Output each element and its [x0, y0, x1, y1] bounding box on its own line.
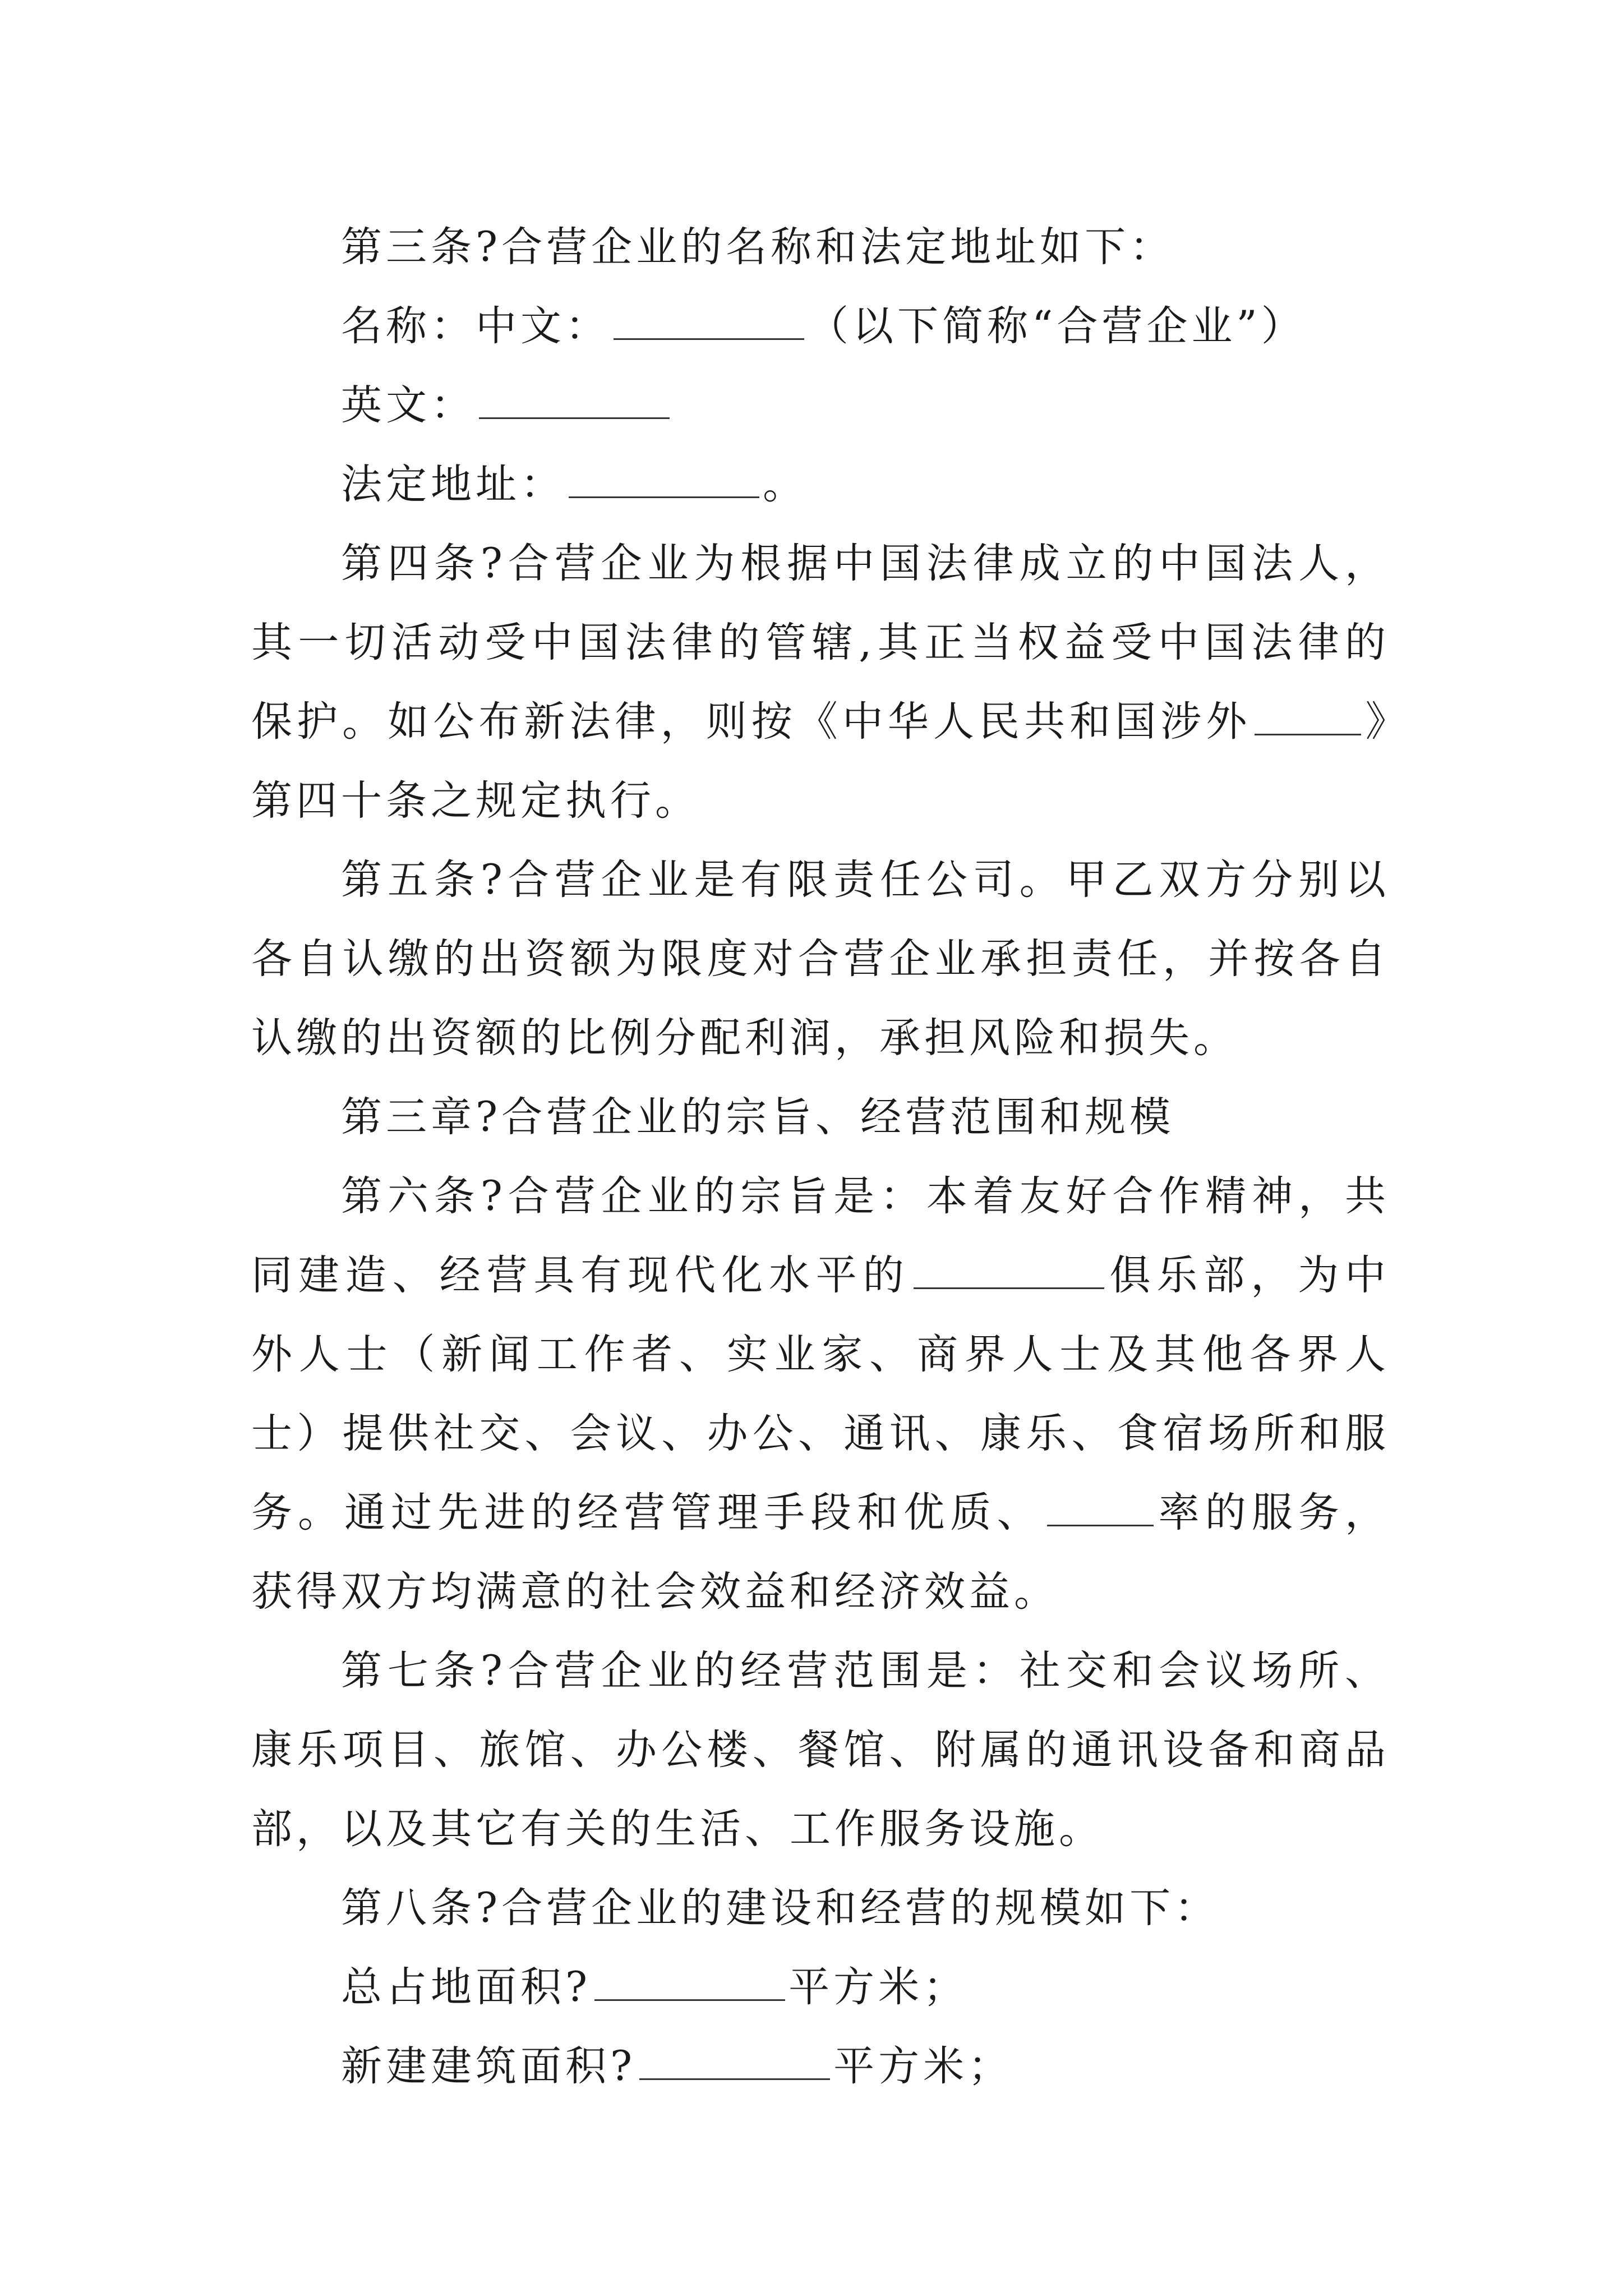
article-6-blank-rate — [1047, 1490, 1154, 1526]
name-chinese-note: （以下简称“合营企业”） — [808, 302, 1306, 350]
article-7 — [251, 1631, 1390, 1869]
article-4 — [251, 524, 1390, 840]
new-building-area-line — [251, 2027, 1390, 2106]
article-8-title — [251, 1869, 1390, 1948]
article-5 — [251, 840, 1390, 1078]
article-4-text-b: 》第四十条之规定执行。 — [251, 698, 1390, 825]
article-3-title-text: 第三条?合营企业的名称和法定地址如下： — [341, 223, 1175, 271]
chapter-3-heading — [251, 1078, 1390, 1157]
name-chinese-label: 名称：中文： — [341, 302, 610, 350]
total-area-unit: 平方米； — [789, 1963, 969, 2011]
name-english-blank — [479, 383, 670, 419]
article-4-blank — [1255, 699, 1361, 735]
article-8-title-text: 第八条?合营企业的建设和经营的规模如下： — [341, 1884, 1220, 1932]
article-6-text-b: 俱乐部，为中外人士（新闻工作者、实业家、商界人士及其他各界人士）提供社交、会议、办公、通讯、康乐、食宿场所和服务。通过先进的经营管理手段和优质、 — [251, 1251, 1390, 1536]
legal-address-line — [251, 445, 1390, 524]
article-3-title — [251, 208, 1390, 287]
article-6 — [251, 1157, 1390, 1631]
total-area-label: 总占地面积? — [341, 1963, 592, 2011]
article-6-text-a: 第六条?合营企业的宗旨是：本着友好合作精神，共同建造、经营具有现代化水平的 — [251, 1172, 1390, 1299]
legal-address-blank — [569, 462, 759, 498]
name-english-line — [251, 366, 1390, 445]
legal-address-end: 。 — [763, 461, 808, 508]
name-english-label: 英文： — [341, 381, 476, 429]
total-area-line — [251, 1948, 1390, 2027]
article-6-text-c: 率的服务，获得双方均满意的社会效益和经济效益。 — [251, 1489, 1390, 1616]
document-body — [251, 208, 1390, 2106]
chapter-3-heading-text: 第三章?合营企业的宗旨、经营范围和规模 — [341, 1093, 1175, 1141]
new-building-area-blank — [639, 2044, 830, 2080]
name-chinese-blank — [614, 303, 804, 340]
name-chinese-line — [251, 287, 1390, 366]
article-7-text: 第七条?合营企业的经营范围是：社交和会议场所、康乐项目、旅馆、办公楼、餐馆、附属的通讯设备和商品部，以及其它有关的生活、工作服务设施。 — [251, 1647, 1390, 1853]
new-building-area-label: 新建建筑面积? — [341, 2042, 637, 2090]
legal-address-label: 法定地址： — [341, 461, 565, 508]
article-6-blank-club — [914, 1253, 1104, 1289]
article-4-text-a: 第四条?合营企业为根据中国法律成立的中国法人，其一切活动受中国法律的管辖,其正当权益受中国法律的保护。如公布新法律，则按《中华人民共和国涉外 — [251, 540, 1390, 746]
total-area-blank — [594, 1964, 785, 2001]
article-5-text: 第五条?合营企业是有限责任公司。甲乙双方分别以各自认缴的出资额为限度对合营企业承担责任，并按各自认缴的出资额的比例分配利润，承担风险和损失。 — [251, 856, 1390, 1062]
new-building-area-unit: 平方米； — [833, 2042, 1013, 2090]
